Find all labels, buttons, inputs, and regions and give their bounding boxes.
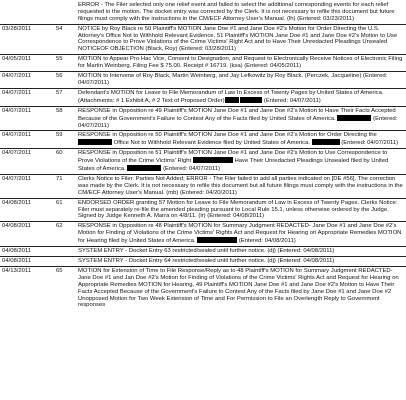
redaction-block — [312, 139, 340, 145]
docket-entry-row — [0, 257, 406, 267]
entry-text-segment: SYSTEM ENTRY - Docket Entry 63 restricted/sealed until further notice. (dj) (Entered: 04/08/2011) — [78, 248, 335, 255]
redaction-block — [225, 97, 239, 103]
entry-text-segment: (Entered: 04/08/2011) — [237, 238, 296, 245]
redaction-block — [337, 115, 371, 121]
docket-entry-row — [0, 106, 406, 131]
entry-number: 62 — [54, 222, 76, 247]
docket-entry-row — [0, 247, 406, 257]
entry-text-segment: RESPONSE in Opposition re 51 Plaintiff's MOTION Jane Doe #1 and Jane Doe #2's Motion to Use Correspondence to Prove Violations of the Crime Victims' Right — [78, 150, 388, 165]
entry-text — [76, 247, 406, 257]
entry-date: 04/07/2011 — [0, 174, 54, 198]
entry-number: 60 — [54, 149, 76, 175]
docket-entry-row — [0, 149, 406, 175]
entry-text — [76, 149, 406, 175]
entry-text-segment: MOTION for Extension of Time to File Response/Reply as to 48 Plaintiff's MOTION for Summary Judgment REDACTED- Jane Doe #1 and Jan Doe #2's Motion for Finding of Violations of the Crime Victims' Rights Act and Request for Hearing on Appropriate Remedies MOTION for Hearing, 49 Plaintiff's MOTION Jane Doe #1 and Jane Doe #2's Motion to Have Their Facts Accepted Because of the Government's Failure to Contest Any of the Facts filed by Jane Doe #1 and Jane Doe #2 Unopposed Motion for Two Week Extension of Time and For Permission to File an Overlength Reply to Government responses — [78, 267, 399, 309]
entry-text-segment: MOTION to Appear Pro Hac Vice, Consent to Designation, and Request to Electronically Receive Notices of Electronic Filing for Martin Weinberg. Filing Fee $ 75.00. Receipt # 16719. (ksa) (Entered: 04/05/2011) — [78, 56, 403, 70]
entry-text — [76, 24, 406, 55]
docket-entry-row — [0, 24, 406, 55]
entry-text — [76, 88, 406, 106]
entry-text — [76, 72, 406, 89]
docket-entry-row — [0, 72, 406, 89]
entry-date: 04/08/2011 — [0, 198, 54, 222]
redaction-block — [193, 157, 233, 163]
entry-text-segment: RESPONSE in Opposition re 50 Plaintiff's MOTION Jane Doe #1 and Jane Doe #2's Motion for Order Directing the — [78, 132, 377, 139]
entry-number: 58 — [54, 106, 76, 131]
entry-text — [76, 198, 406, 222]
entry-number — [54, 0, 76, 24]
entry-text — [76, 106, 406, 131]
entry-date: 04/13/2011 — [0, 266, 54, 310]
entry-text-segment: ENDORSED ORDER granting 57 Motion for Leave to File Memorandum of Law in Excess of Twenty Pages. Clerks Notice: Filer must separately re-file the amended pleading pursuant to Local Rule 15.1, unless otherwise ordered by the Judge. Signed by Judge Kenneth A. Marra on 4/8/11. (lr) (Entered: 04/08/2011) — [78, 199, 398, 220]
entry-text-segment: SYSTEM ENTRY - Docket Entry 64 restricted/sealed until further notice. (dj) (Entered: 04/08/2011) — [78, 258, 335, 264]
entry-text — [76, 257, 406, 267]
entry-text — [76, 0, 406, 24]
entry-date: 04/07/2011 — [0, 88, 54, 106]
entry-text-segment: (Entered: 04/07/2011) — [339, 140, 399, 147]
entry-number: 65 — [54, 266, 76, 310]
entry-number: 59 — [54, 131, 76, 149]
docket-entry-row — [0, 0, 406, 24]
entry-text-segment: (Entered: 04/07/2011) — [161, 166, 220, 173]
entry-number: 57 — [54, 88, 76, 106]
entry-text — [76, 266, 406, 310]
entry-date: 04/08/2011 — [0, 222, 54, 247]
entry-number: 55 — [54, 55, 76, 72]
entry-number: 56 — [54, 72, 76, 89]
entry-text — [76, 174, 406, 198]
entry-date: 04/07/2011 — [0, 106, 54, 131]
entry-text — [76, 131, 406, 149]
entry-date: 04/07/2011 — [0, 72, 54, 89]
redaction-block — [127, 165, 161, 171]
docket-entry-row — [0, 198, 406, 222]
entry-text — [76, 55, 406, 72]
docket-entry-row — [0, 55, 406, 72]
entry-number: 61 — [54, 198, 76, 222]
entry-date — [0, 0, 54, 24]
entry-text — [76, 222, 406, 247]
entry-date: 04/07/2011 — [0, 131, 54, 149]
redaction-block — [197, 237, 237, 243]
entry-number — [54, 247, 76, 257]
redaction-block — [78, 139, 112, 145]
entry-text-segment: Have Their Unredacted Pleadings Unsealed filed by United States of America. — [78, 158, 389, 173]
entry-text-segment: (Entered: 04/07/2011) — [78, 115, 398, 129]
docket-entry-row — [0, 88, 406, 106]
entry-text-segment: Office Not to Withhold Relevant Evidence filed by United States of America. — [112, 140, 312, 147]
docket-entry-row — [0, 131, 406, 149]
entry-text-segment: RESPONSE in Opposition re 48 Plaintiff's MOTION for Summary Judgment REDACTED- Jane Doe #1 and Jane Doe #2's Motion for Finding of Violations of the Crime Victims' Rights Act and Request for Hearing on Appropriate Remedies MOTION for Hearing filed by United States of America. — [78, 223, 402, 245]
entry-text-segment: RESPONSE in Opposition re 49 Plaintiff's MOTION Jane Doe #1 and Jane Doe #2's Motion to Have Their Facts Accepted Because of the Government's Failure to Contest Any of the Facts filed by United States of America. — [78, 107, 396, 122]
entry-date: 03/28/2011 — [0, 24, 54, 55]
entry-date: 04/07/2011 — [0, 149, 54, 175]
entry-text-segment: Clerks Notice to Filer. Parties Not Added; ERROR - The Filer failed to add all parties indicated on [DE #56]. The correction was made by the Clerk. It is not necessary to refile this document but all future filings must comply with the instructions in the CM/ECF Attorney User's Manual. (mb) (Entered: 04/20/2011) — [78, 175, 403, 196]
entry-text-segment: Defendant's MOTION for Leave to File Memorandum of Law In Excess of Twenty Pages by United States of America. (Attachments: # 1 Exhibit A, # 2 Text of Proposed Order) — [78, 89, 384, 104]
entry-number — [54, 257, 76, 267]
entry-text-segment: NOTICE by Roy Black re 50 Plaintiff's MOTION Jane Doe #1 and Jane Doe #2's Motion for Order Directing the U.S. Attorney's Office Not to Withhold Relevant Evidence, 51 Plaintiff's MOTION Jane Doe #1 and Jane Doe #2's Motion to Use Correspondence to Prove Violations of the Crime Victims' Right Act and to Have Their Unredacted Pleadings Unsealed NOTICEOF OBJECTION (Black, Roy) (Entered: 03/28/2011) — [78, 25, 398, 53]
docket-entry-row — [0, 174, 406, 198]
entry-date: 04/05/2011 — [0, 55, 54, 72]
entry-text-segment: ERROR - The Filer selected only one relief event and failed to select the additional corresponding events for each relief requested in the motion. The docket entry was corrected by the Clerk. It is not necessary to refile this document but future filings must comply with the instructions in the CM/ECF Attorney User's Manual. (lh) (Entered: 03/23/2011) — [78, 1, 395, 22]
entry-date: 04/08/2011 — [0, 247, 54, 257]
docket-entry-row — [0, 222, 406, 247]
entry-text-segment: MOTION to Intervene of Roy Black, Martin Weinberg, and Jay Lefkowitz by Roy Black. (Perczek, Jacqueline) (Entered: 04/07/2011) — [78, 73, 388, 86]
entry-text-segment: (Entered: 04/07/2011) — [262, 97, 321, 104]
entry-number: 54 — [54, 24, 76, 55]
docket-entry-row — [0, 266, 406, 310]
entry-date: 04/08/2011 — [0, 257, 54, 267]
entry-number: 71 — [54, 174, 76, 198]
redaction-block — [240, 97, 262, 103]
